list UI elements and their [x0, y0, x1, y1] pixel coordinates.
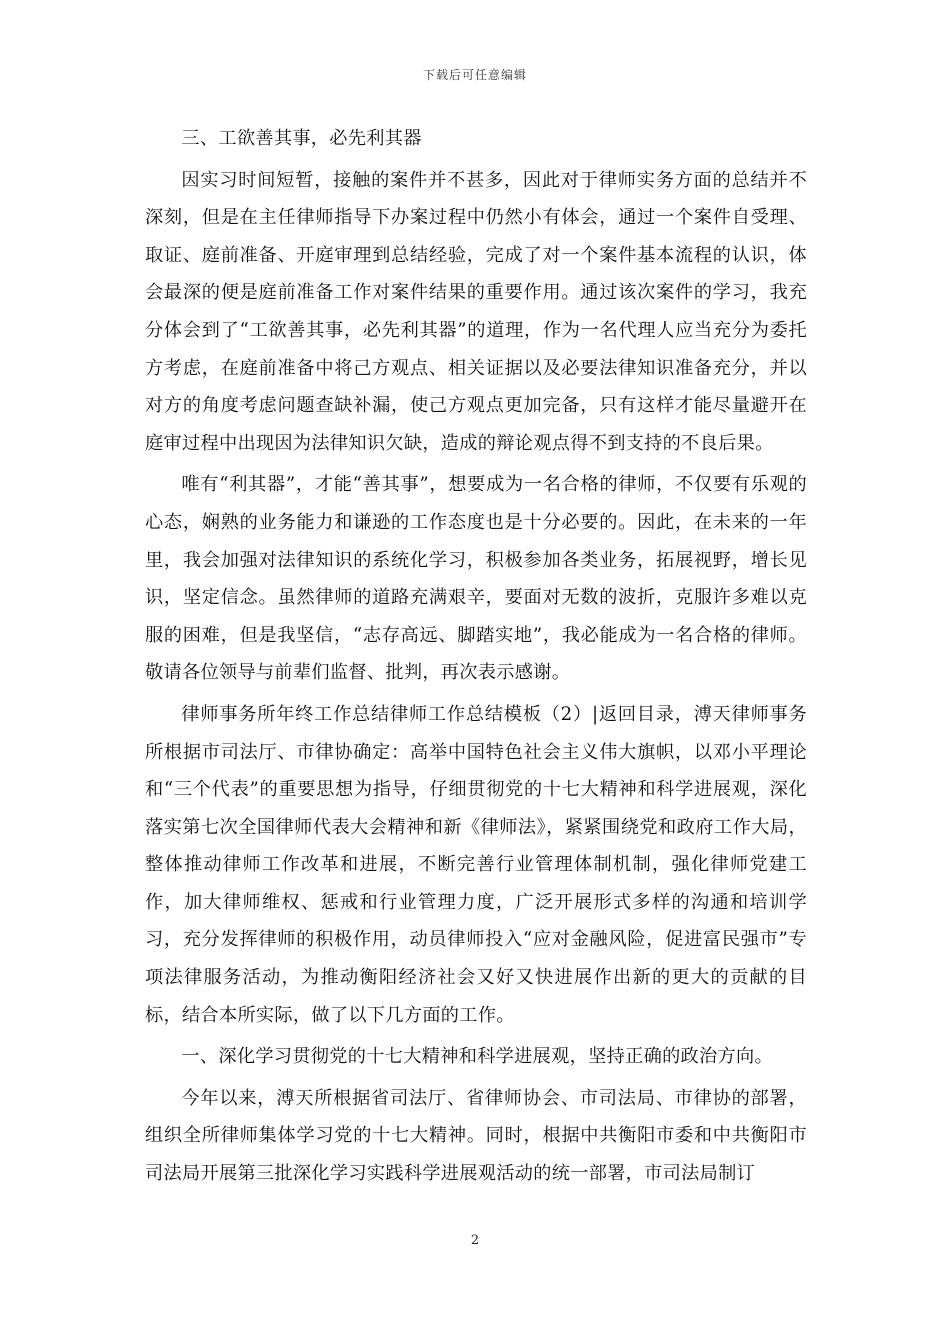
header-note: 下载后可任意编辑 [422, 68, 527, 82]
section-heading: 一、深化学习贯彻党的十七大精神和科学进展观，坚持正确的政治方向。 [181, 1046, 773, 1068]
paragraph: 因实习时间短暂，接触的案件并不甚多，因此对于律师实务方面的总结并不深刻，但是在主任律师指导下办案过程中仍然小有体会，通过一个案件自受理、取证、庭前准备、开庭审理到总结经验，完成了对一个案件基本流程的认识，体会最深的便是庭前准备工作对案件结果的重要作用。通过该次案件的学习，我充分体会到了“工欲善其事，必先利其器”的道理，作为一名代理人应当充分为委托方考虑，在庭前准备中将己方观点、相关证据以及必要法律知识准备充分，并以对方的角度考虑问题查缺补漏，使己方观点更加完备，只有这样才能尽量避开在庭审过程中出现因为法律知识欠缺，造成的辩论观点得不到支持的不良后果。 [145, 169, 807, 454]
section-heading: 三、工欲善其事，必先利其器 [181, 128, 422, 149]
paragraph: 律师事务所年终工作总结律师工作总结模板（2）|返回目录，溥天律师事务所根据市司法厅、市律协确定：高举中国特色社会主义伟大旗帜，以邓小平理论和“三个代表”的重要思想为指导，仔细贯彻党的十七大精神和科学进展观，深化落实第七次全国律师代表大会精神和新《律师法》，紧紧围绕党和政府工作大局，整体推动律师工作改革和进展，不断完善行业管理体制机制，强化律师党建工作，加大律师维权、惩戒和行业管理力度，广泛开展形式多样的沟通和培训学习，充分发挥律师的积极作用，动员律师投入“应对金融风险，促进富民强市”专项法律服务活动，为推动衡阳经济社会又好又快进展作出新的更大的贡献的目标，结合本所实际，做了以下几方面的工作。 [145, 703, 807, 1026]
page-number: 2 [470, 1233, 480, 1248]
paragraph: 今年以来，溥天所根据省司法厅、省律师协会、市司法局、市律协的部署，组织全所律师集体学习党的十七大精神。同时，根据中共衡阳市委和中共衡阳市司法局开展第三批深化学习实践科学进展观活动的统一部署，市司法局制订 [145, 1087, 807, 1185]
paragraph: 唯有“利其器”，才能“善其事”，想要成为一名合格的律师，不仅要有乐观的心态，娴熟的业务能力和谦逊的工作态度也是十分必要的。因此，在未来的一年里，我会加强对法律知识的系统化学习，积极参加各类业务，拓展视野，增长见识，坚定信念。虽然律师的道路充满艰辛，要面对无数的波折，克服许多难以克服的困难，但是我坚信，“志存高远、脚踏实地”，我必能成为一名合格的律师。敬请各位领导与前辈们监督、批判，再次表示感谢。 [145, 474, 807, 684]
body-text [145, 120, 807, 1197]
